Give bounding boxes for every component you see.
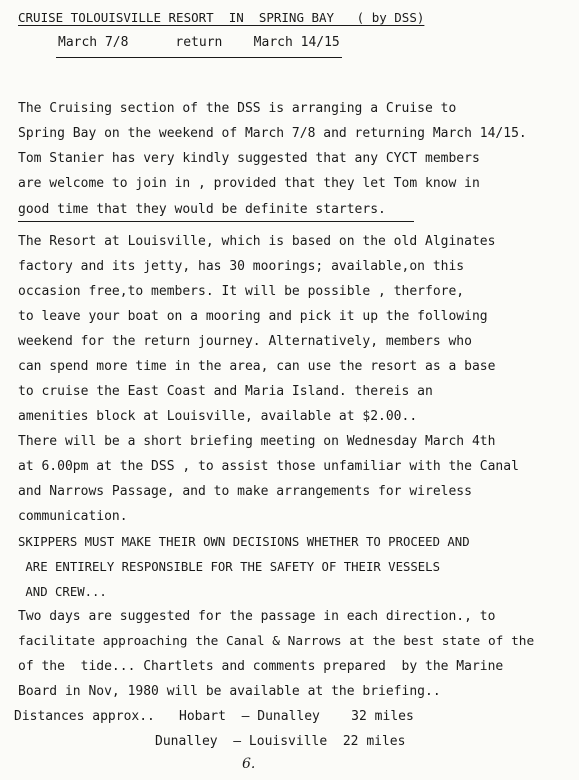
- paragraph-2-line: weekend for the return journey. Alternatively, members who: [18, 334, 472, 349]
- paragraph-1-line: good time that they would be definite starters.: [18, 202, 386, 217]
- distance-row-hobart-dunalley: Hobart — Dunalley 32 miles: [179, 709, 414, 724]
- skipper-warning-line: ARE ENTIRELY RESPONSIBLE FOR THE SAFETY OF THEIR VESSELS: [18, 560, 440, 574]
- dates-underline: [56, 57, 342, 58]
- paragraph-3-line: Board in Nov, 1980 will be available at the briefing..: [18, 684, 441, 699]
- paragraph-2-line: The Resort at Louisville, which is based on the old Alginates: [18, 234, 496, 249]
- paragraph-1-underline: [18, 221, 414, 222]
- distance-row-dunalley-louisville: Dunalley — Louisville 22 miles: [155, 734, 406, 749]
- paragraph-2-line: occasion free,to members. It will be possible , therfore,: [18, 284, 465, 299]
- paragraph-1-line: The Cruising section of the DSS is arranging a Cruise to: [18, 101, 457, 116]
- paragraph-1-line: Tom Stanier has very kindly suggested that any CYCT members: [18, 151, 480, 166]
- paragraph-2-line: There will be a short briefing meeting on Wednesday March 4th: [18, 434, 496, 449]
- paragraph-2-line: and Narrows Passage, and to make arrangements for wireless: [18, 484, 472, 499]
- paragraph-2-line: amenities block at Louisville, available at $2.00..: [18, 409, 418, 424]
- skipper-warning-line: SKIPPERS MUST MAKE THEIR OWN DECISIONS WHETHER TO PROCEED AND: [18, 535, 470, 549]
- paragraph-2-line: can spend more time in the area, can use the resort as a base: [18, 359, 496, 374]
- paragraph-2-line: at 6.00pm at the DSS , to assist those unfamiliar with the Canal: [18, 459, 519, 474]
- distances-label: Distances approx..: [14, 709, 155, 724]
- skipper-warning-line: AND CREW...: [18, 585, 107, 599]
- document-title: CRUISE TOLOUISVILLE RESORT IN SPRING BAY ( by DSS): [18, 10, 425, 25]
- paragraph-2-line: factory and its jetty, has 30 moorings; available,on this: [18, 259, 465, 274]
- paragraph-3-line: of the tide... Chartlets and comments prepared by the Marine: [18, 659, 504, 674]
- paragraph-3-line: facilitate approaching the Canal & Narrows at the best state of the: [18, 634, 535, 649]
- page-number: 6.: [242, 756, 256, 772]
- cruise-dates: March 7/8 return March 14/15: [58, 35, 340, 50]
- paragraph-3-line: Two days are suggested for the passage in each direction., to: [18, 609, 496, 624]
- paragraph-2-line: to leave your boat on a mooring and pick it up the following: [18, 309, 488, 324]
- paragraph-1-line: Spring Bay on the weekend of March 7/8 and returning March 14/15.: [18, 126, 527, 141]
- paragraph-2-line: to cruise the East Coast and Maria Island. thereis an: [18, 384, 433, 399]
- paragraph-1-line: are welcome to join in , provided that they let Tom know in: [18, 176, 480, 191]
- paragraph-2-line: communication.: [18, 509, 128, 524]
